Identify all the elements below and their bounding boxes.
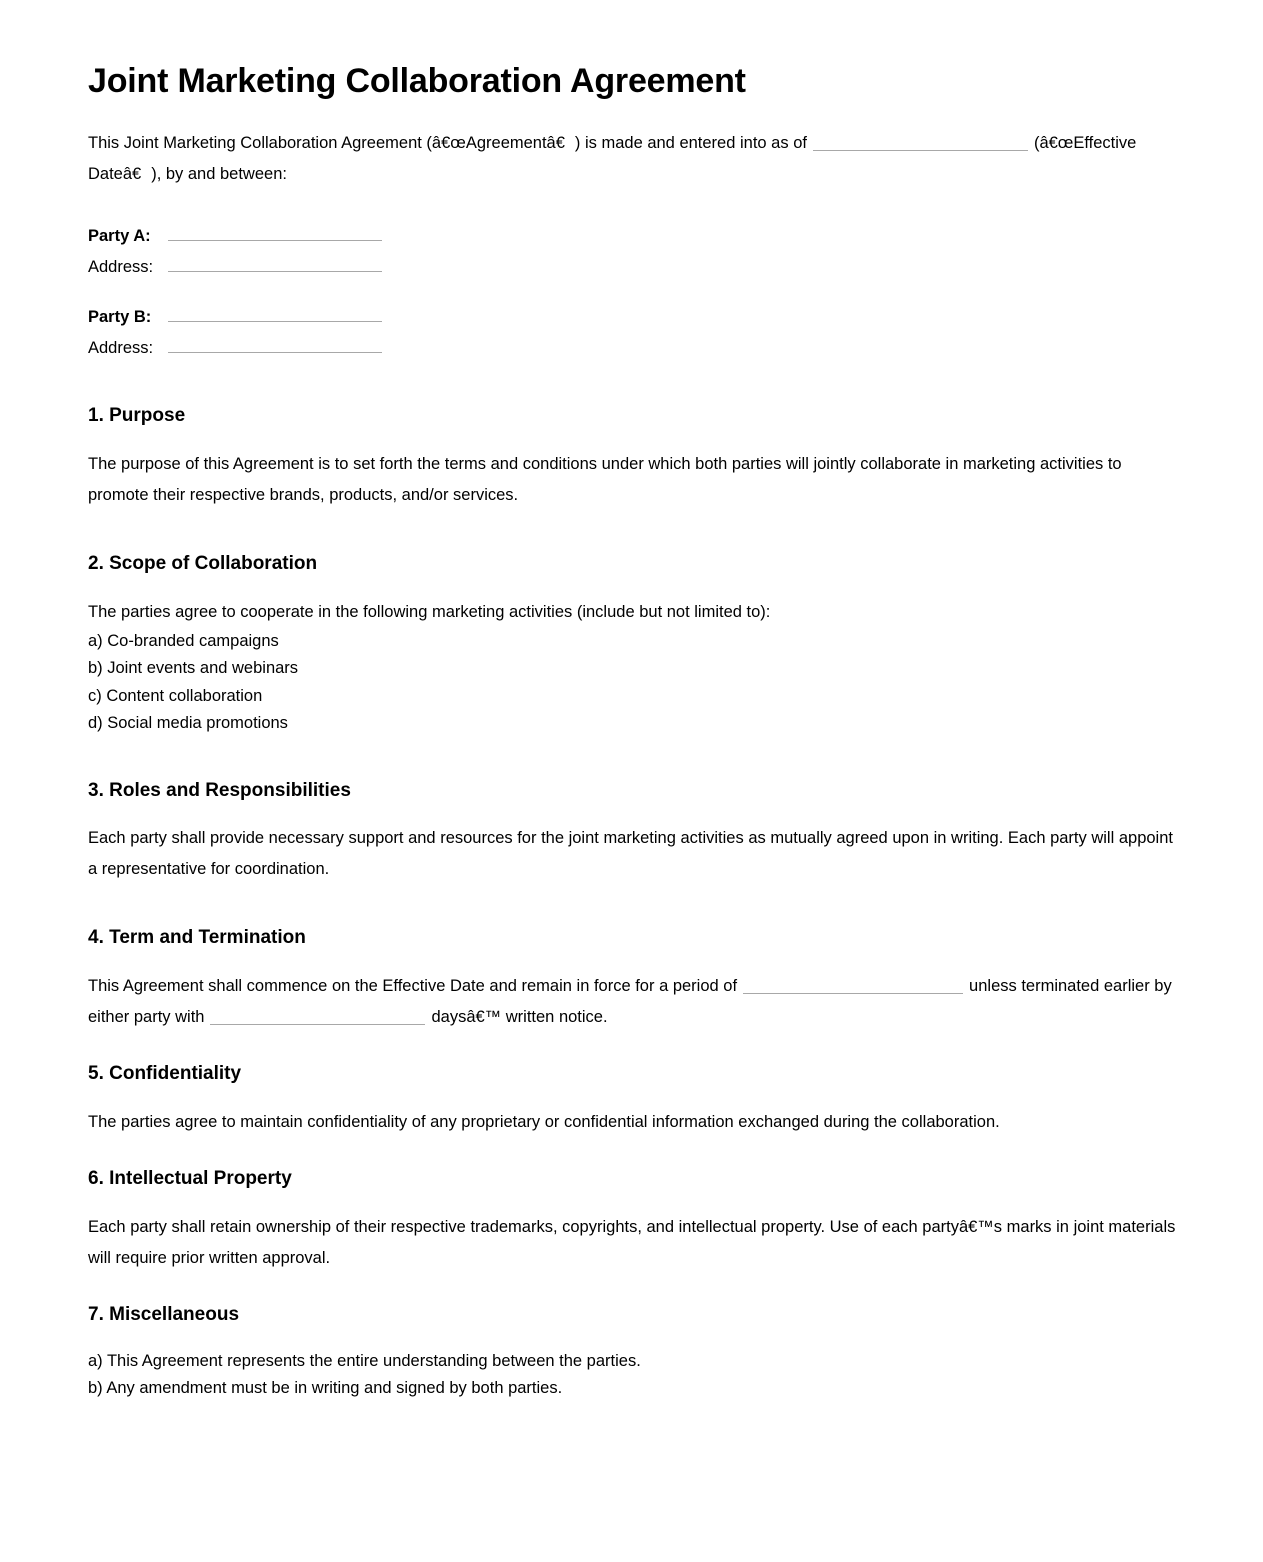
- intro-text-after-blank: (â€œEffective Dateâ€), by and between:: [88, 134, 1137, 184]
- party-b-address-label: Address:: [88, 339, 154, 358]
- intro-paragraph: [88, 128, 1176, 190]
- section-spacer: [88, 885, 1176, 927]
- list-item: b) Any amendment must be in writing and signed by both parties.: [88, 1379, 563, 1398]
- term-period-blank[interactable]: [743, 976, 963, 994]
- term-text-part-2: unless terminated earlier by either party with: [88, 977, 1172, 1027]
- heading-body-spacer: [88, 428, 1176, 449]
- section-body-purpose: The purpose of this Agreement is to set forth the terms and conditions under which both parties will jointly collaborate in marketing activities to promote their respective brands, products, and/or services.: [88, 454, 1122, 504]
- party-a-address-input-blank[interactable]: [168, 251, 382, 272]
- section-heading-term: 4. Term and Termination: [88, 927, 306, 949]
- section-body-ip: Each party shall retain ownership of their respective trademarks, copyrights, and intellectual property. Use of each partyâ€™s marks in joint materials will require prior written approval.: [88, 1217, 1176, 1267]
- party-b-row: [88, 301, 1176, 332]
- scope-activities-list: [88, 628, 1176, 738]
- section-body-roles: Each party shall provide necessary support and resources for the joint marketing activities as mutually agreed upon in writing. Each party will appoint a representative for coordination.: [88, 829, 1173, 879]
- section-body-scope: The parties agree to cooperate in the following marketing activities (include but not limited to):: [88, 602, 771, 621]
- party-a-row: [88, 220, 1176, 251]
- section-spacer: [88, 1138, 1176, 1168]
- heading-body-spacer: [88, 802, 1176, 823]
- section-spacer: [88, 738, 1176, 780]
- page-title: Joint Marketing Collaboration Agreement: [88, 62, 746, 100]
- heading-body-spacer: [88, 576, 1176, 597]
- party-b-input-blank[interactable]: [168, 301, 382, 322]
- intro-text-before-blank: This Joint Marketing Collaboration Agreement (â€œAgreementâ€) is made and entered into as of: [88, 134, 807, 153]
- party-a-input-blank[interactable]: [168, 220, 382, 241]
- heading-body-spacer: [88, 1327, 1176, 1348]
- list-item: b) Joint events and webinars: [88, 659, 299, 678]
- section-heading-confidentiality: 5. Confidentiality: [88, 1063, 242, 1085]
- section-heading-misc: 7. Miscellaneous: [88, 1303, 240, 1325]
- parties-block: [88, 220, 1176, 363]
- section-spacer: [88, 1033, 1176, 1063]
- heading-body-spacer: [88, 1086, 1176, 1107]
- heading-body-spacer: [88, 950, 1176, 971]
- list-item: c) Content collaboration: [88, 686, 263, 705]
- party-b-address-input-blank[interactable]: [168, 332, 382, 353]
- party-a-label: Party A:: [88, 227, 151, 246]
- section-body-confidentiality: The parties agree to maintain confidentiality of any proprietary or confidential information exchanged during the collaboration.: [88, 1113, 1000, 1132]
- misc-clauses-list: [88, 1348, 1176, 1403]
- party-b-address-row: [88, 332, 1176, 363]
- section-spacer: [88, 363, 1176, 405]
- effective-date-blank[interactable]: [813, 133, 1028, 151]
- list-item: a) This Agreement represents the entire understanding between the parties.: [88, 1351, 641, 1370]
- section-heading-roles: 3. Roles and Responsibilities: [88, 779, 351, 801]
- list-item: d) Social media promotions: [88, 714, 288, 733]
- party-a-address-label: Address:: [88, 258, 154, 277]
- section-heading-scope: 2. Scope of Collaboration: [88, 552, 318, 574]
- section-body-term: [88, 971, 1176, 1033]
- intro-paragraph-text: [88, 128, 1176, 190]
- notice-days-blank[interactable]: [210, 1007, 425, 1025]
- term-text-part-3: daysâ€™ written notice.: [431, 1008, 608, 1027]
- party-b-label: Party B:: [88, 308, 152, 327]
- term-text-part-1: This Agreement shall commence on the Effective Date and remain in force for a period of: [88, 977, 738, 996]
- party-block-spacer: [88, 282, 1176, 301]
- section-spacer: [88, 511, 1176, 553]
- heading-body-spacer: [88, 1191, 1176, 1212]
- section-heading-ip: 6. Intellectual Property: [88, 1168, 292, 1190]
- list-item: a) Co-branded campaigns: [88, 631, 279, 650]
- section-heading-purpose: 1. Purpose: [88, 405, 186, 427]
- party-a-address-row: [88, 251, 1176, 282]
- document-content: [88, 0, 1176, 1403]
- section-spacer: [88, 1274, 1176, 1304]
